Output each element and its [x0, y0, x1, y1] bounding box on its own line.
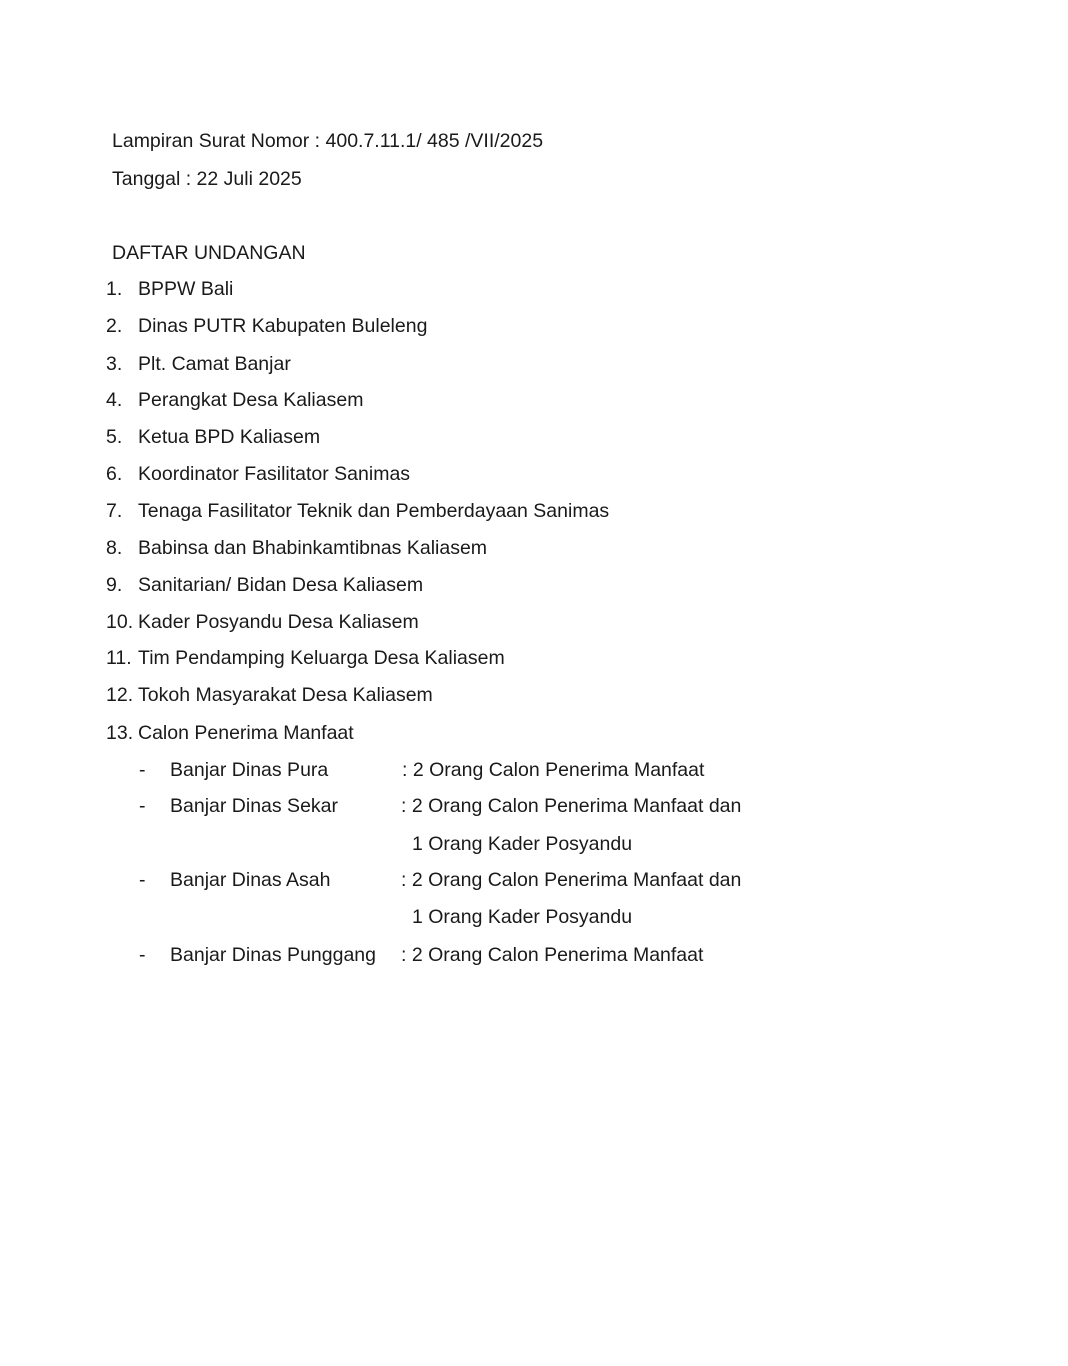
item-text: Koordinator Fasilitator Sanimas [138, 463, 411, 485]
item-text: Tim Pendamping Keluarga Desa Kaliasem [138, 647, 505, 669]
item-text: Plt. Camat Banjar [138, 353, 291, 375]
sublist-dash: - [139, 869, 146, 891]
sublist-desc-continued: 1 Orang Kader Posyandu [412, 906, 633, 928]
item-number: 7. [106, 500, 123, 522]
sublist-dash: - [139, 944, 146, 966]
sublist-desc: : 2 Orang Calon Penerima Manfaat [402, 759, 705, 781]
tanggal-line: Tanggal : 22 Juli 2025 [112, 168, 302, 190]
sublist-name: Banjar Dinas Sekar [170, 795, 338, 817]
item-number: 9. [106, 574, 123, 596]
item-number: 10. [106, 611, 134, 633]
item-number: 2. [106, 315, 123, 337]
item-number: 8. [106, 537, 123, 559]
item-text: Sanitarian/ Bidan Desa Kaliasem [138, 574, 424, 596]
list-title: DAFTAR UNDANGAN [112, 242, 306, 264]
item-text: Ketua BPD Kaliasem [138, 426, 321, 448]
item-text: BPPW Bali [138, 278, 234, 300]
item-text: Dinas PUTR Kabupaten Buleleng [138, 315, 428, 337]
item-text: Perangkat Desa Kaliasem [138, 389, 364, 411]
sublist-dash: - [139, 795, 146, 817]
sublist-name: Banjar Dinas Pura [170, 759, 329, 781]
item-text: Tokoh Masyarakat Desa Kaliasem [138, 684, 433, 706]
item-number: 11. [106, 647, 132, 669]
sublist-desc: : 2 Orang Calon Penerima Manfaat dan [401, 795, 742, 817]
lampiran-line: Lampiran Surat Nomor : 400.7.11.1/ 485 /VII/2025 [112, 130, 544, 152]
item-text: Babinsa dan Bhabinkamtibnas Kaliasem [138, 537, 488, 559]
sublist-desc: : 2 Orang Calon Penerima Manfaat dan [401, 869, 742, 891]
item-number: 1. [106, 278, 123, 300]
sublist-dash: - [139, 759, 146, 781]
item-text: Kader Posyandu Desa Kaliasem [138, 611, 419, 633]
sublist-name: Banjar Dinas Asah [170, 869, 331, 891]
sublist-desc-continued: 1 Orang Kader Posyandu [412, 833, 633, 855]
item-number: 5. [106, 426, 123, 448]
sublist-name: Banjar Dinas Punggang [170, 944, 376, 966]
item-number: 12. [106, 684, 134, 706]
item-text: Tenaga Fasilitator Teknik dan Pemberdayaan Sanimas [138, 500, 610, 522]
item-number: 3. [106, 353, 123, 375]
item-number: 6. [106, 463, 123, 485]
sublist-desc: : 2 Orang Calon Penerima Manfaat [401, 944, 704, 966]
item-number: 13. [106, 722, 134, 744]
item-number: 4. [106, 389, 123, 411]
item-text: Calon Penerima Manfaat [138, 722, 354, 744]
